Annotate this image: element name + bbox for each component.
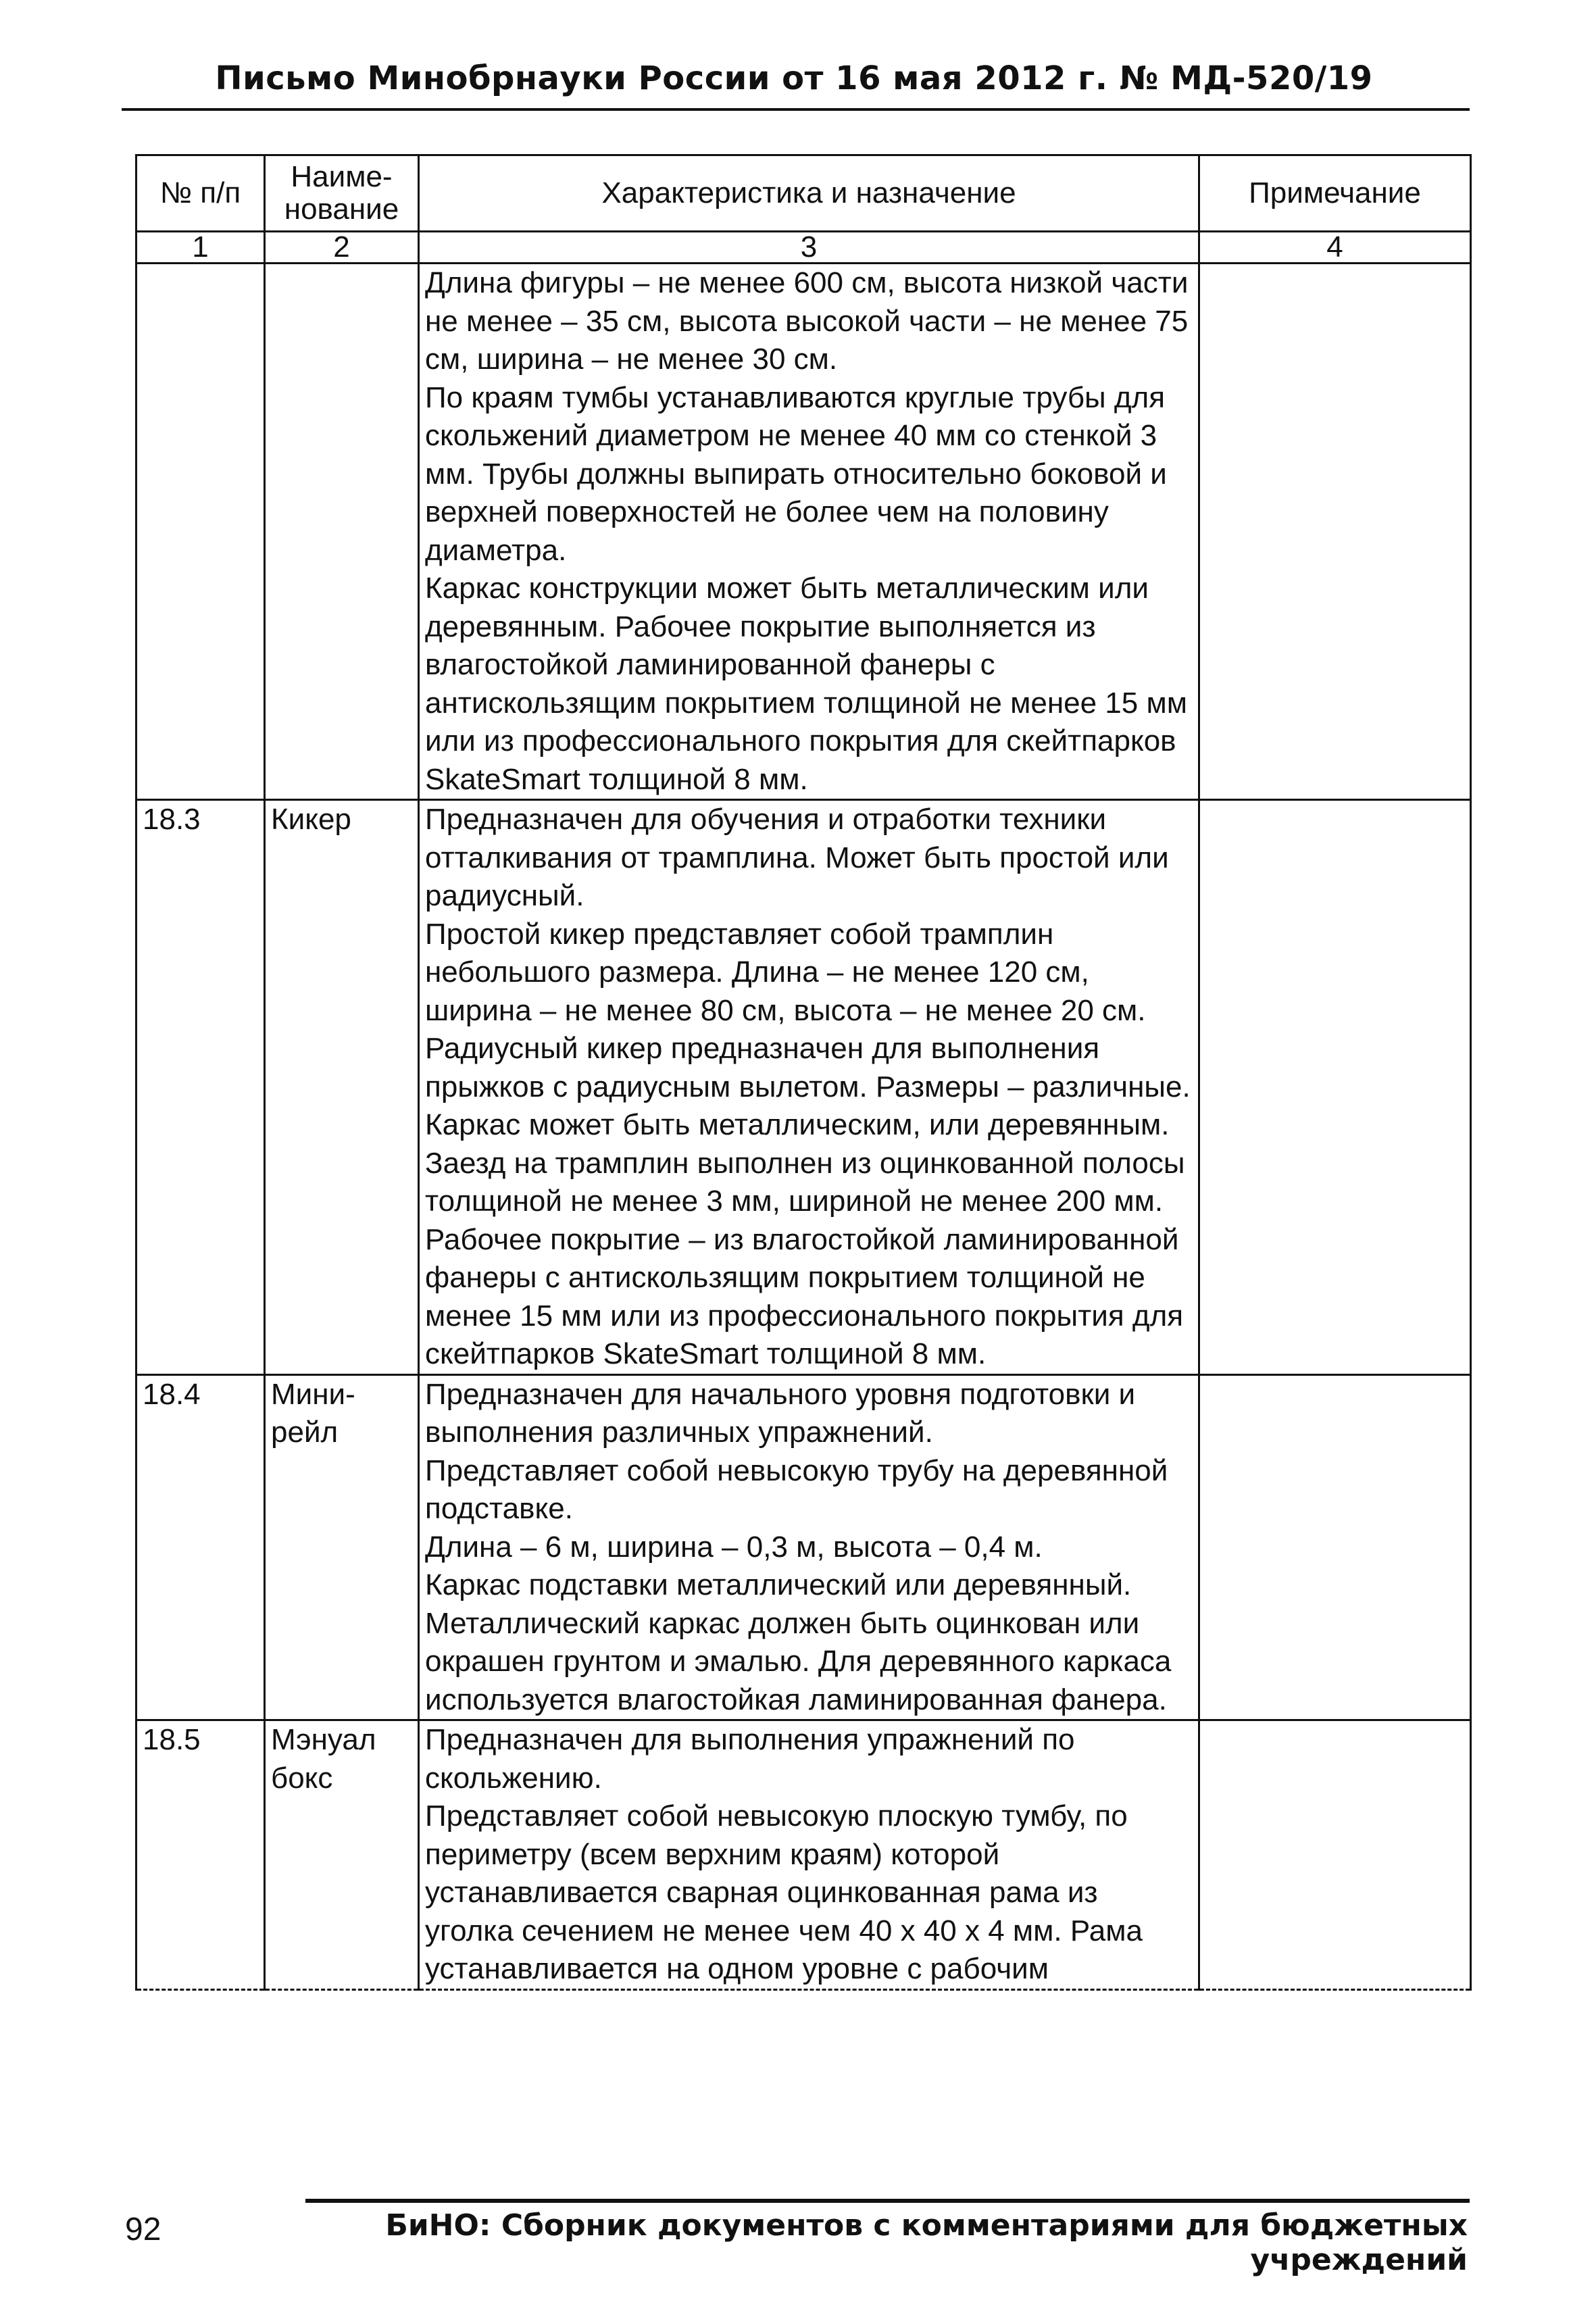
header-rule [122, 108, 1470, 111]
description-paragraph: Каркас подставки металлический или деревянный. Металлический каркас должен быть оцинкован или окрашен грунтом и эмалью. Для деревянного каркаса используется влагостойкая ламинированная фанера. [425, 1568, 1172, 1716]
row-description [419, 1720, 1199, 1990]
description-paragraph: Каркас конструкции может быть металлическим или деревянным. Рабочее покрытие выполняется из влагостойкой ламинированной фанеры с антискользящим покрытием толщиной не менее 15 мм или из профессионального покрытия для скейтпарков SkateSmart толщиной 8 мм. [425, 572, 1187, 796]
column-number: 3 [419, 232, 1199, 264]
column-number: 2 [265, 232, 419, 264]
header-cell-note: Примечание [1199, 155, 1471, 232]
column-number: 1 [136, 232, 265, 264]
description-paragraph: Каркас может быть металлическим, или деревянным. Заезд на трамплин выполнен из оцинкованной полосы толщиной не менее 3 мм, шириной не менее 200 мм. Рабочее покрытие – из влагостойкой ламинированной фанеры с антискользящим покрытием толщиной не менее 15 мм или из профессионального покрытия для скейтпарков SkateSmart толщиной 8 мм. [425, 1108, 1185, 1370]
footer-title: БиНО: Сборник документов с комментариями для бюджетных учреждений [385, 2208, 1468, 2277]
description-paragraph: Длина – 6 м, ширина – 0,3 м, высота – 0,4 м. [425, 1530, 1043, 1564]
row-description [419, 1374, 1199, 1720]
header-cell-number: № п/п [136, 155, 265, 232]
description-paragraph: Представляет собой невысокую трубу на деревянной подставке. [425, 1453, 1168, 1525]
column-number: 4 [1199, 232, 1471, 264]
row-description [419, 800, 1199, 1375]
column-number-row [136, 232, 1471, 264]
row-number [136, 264, 265, 800]
description-paragraph: Предназначен для выполнения упражнений по скольжению. [425, 1723, 1075, 1795]
row-note [1199, 1720, 1471, 1990]
specification-table [135, 154, 1472, 1991]
page-header: Письмо Минобрнауки России от 16 мая 2012 г. № МД-520/19 [215, 59, 1373, 97]
description-paragraph: Простой кикер представляет собой трамплин небольшого размера. Длина – не менее 120 см, ширина – не менее 80 см, высота – не менее 20 см. [425, 917, 1146, 1027]
table-row [136, 1374, 1471, 1720]
header-cell-characteristics: Характеристика и назначение [419, 155, 1199, 232]
row-name [265, 264, 419, 800]
description-paragraph: Представляет собой невысокую плоскую тумбу, по периметру (всем верхним краям) которой устанавливается сварная оцинкованная рама из уголка сечением не менее чем 40 х 40 х 4 мм. Рама устанавливается на одном уровне с рабочим [425, 1799, 1143, 1985]
row-note [1199, 264, 1471, 800]
description-paragraph: По краям тумбы устанавливаются круглые трубы для скольжений диаметром не менее 40 мм со стенкой 3 мм. Трубы должны выпирать относительно боковой и верхней поверхностей не более чем на половину диаметра. [425, 380, 1167, 567]
row-number: 18.3 [136, 800, 265, 1375]
row-number: 18.4 [136, 1374, 265, 1720]
row-name: Кикер [265, 800, 419, 1375]
page-number: 92 [125, 2212, 161, 2247]
table-row [136, 800, 1471, 1375]
row-number: 18.5 [136, 1720, 265, 1990]
description-paragraph: Предназначен для обучения и отработки техники отталкивания от трамплина. Может быть простой или радиусный. [425, 803, 1169, 912]
row-note [1199, 1374, 1471, 1720]
header-cell-name: Наиме-нование [265, 155, 419, 232]
row-name: Мини-рейл [265, 1374, 419, 1720]
description-paragraph: Длина фигуры – не менее 600 см, высота низкой части не менее – 35 см, высота высокой части – не менее 75 см, ширина – не менее 30 см. [425, 266, 1189, 376]
table-row [136, 264, 1471, 800]
row-description [419, 264, 1199, 800]
description-paragraph: Предназначен для начального уровня подготовки и выполнения различных упражнений. [425, 1377, 1136, 1449]
row-note [1199, 800, 1471, 1375]
description-paragraph: Радиусный кикер предназначен для выполнения прыжков с радиусным вылетом. Размеры – различные. [425, 1032, 1191, 1103]
table-row [136, 1720, 1471, 1990]
footer-rule [305, 2199, 1470, 2203]
row-name: Мэнуал бокс [265, 1720, 419, 1990]
table-header-row [136, 155, 1471, 232]
